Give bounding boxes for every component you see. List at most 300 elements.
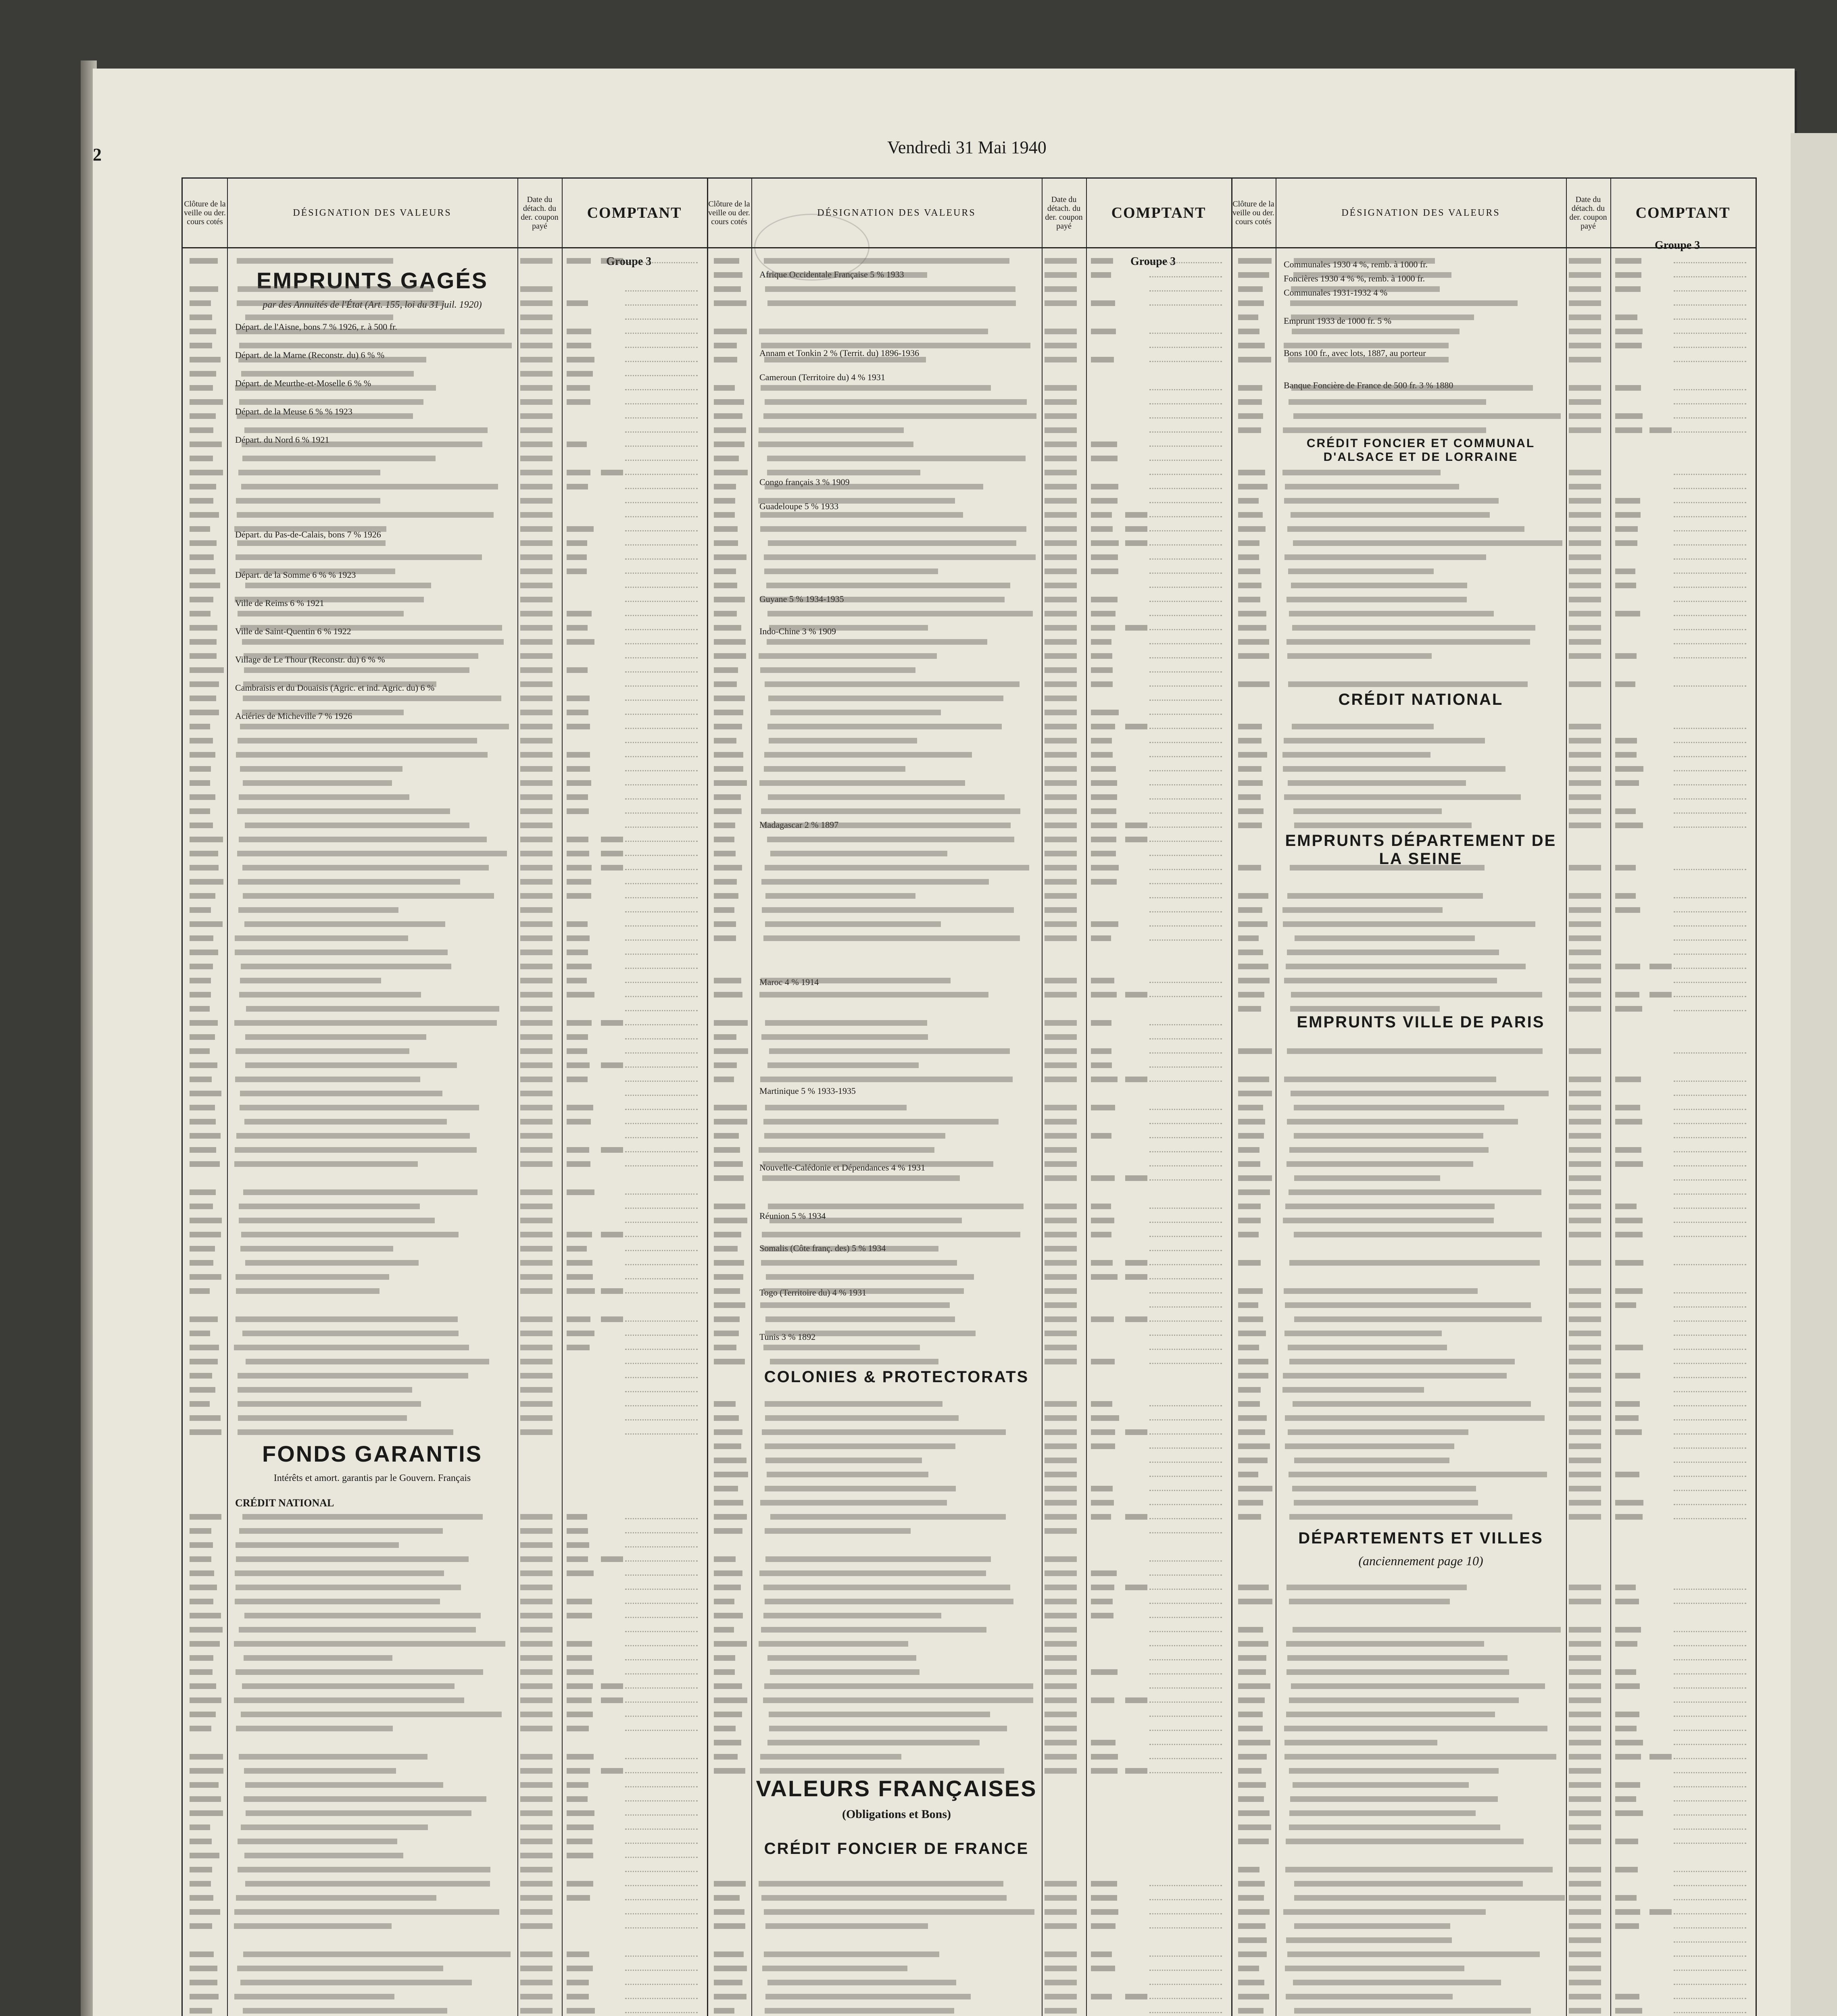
dotted-leader bbox=[1149, 869, 1222, 870]
list-item: Communales 1931-1932 4 % bbox=[1284, 287, 1388, 298]
header-cloture: Clôture de la veille ou der. cours cotés bbox=[183, 179, 228, 247]
cell-designation bbox=[767, 300, 1016, 306]
dotted-leader bbox=[1674, 1941, 1746, 1943]
cell-date bbox=[1045, 1613, 1077, 1618]
cell-comptant bbox=[1615, 1401, 1640, 1407]
cell-designation bbox=[1292, 1486, 1476, 1491]
cell-number bbox=[714, 1486, 738, 1491]
cell-designation bbox=[765, 1599, 1013, 1604]
cell-comptant bbox=[567, 1570, 594, 1576]
list-item: Somalis (Côte franç. des) 5 % 1934 bbox=[759, 1243, 886, 1253]
cell-date bbox=[1569, 992, 1601, 998]
cell-designation bbox=[759, 1641, 908, 1647]
cell-number bbox=[190, 1768, 223, 1774]
cell-number bbox=[190, 1994, 219, 1999]
cell-designation bbox=[767, 1062, 919, 1068]
cell-designation bbox=[240, 1105, 479, 1110]
dotted-leader bbox=[1674, 1927, 1746, 1929]
cell-designation bbox=[245, 1034, 426, 1040]
cell-designation bbox=[237, 300, 444, 306]
column-header bbox=[183, 179, 707, 248]
cell-comptant bbox=[1091, 921, 1118, 927]
cell-comptant bbox=[1091, 498, 1118, 504]
cell-number bbox=[190, 1923, 212, 1929]
dotted-leader bbox=[1149, 290, 1222, 292]
cell-number bbox=[190, 1839, 212, 1844]
cell-date bbox=[520, 907, 553, 913]
cell-comptant bbox=[567, 1655, 592, 1661]
cell-date bbox=[1045, 681, 1077, 687]
cell-comptant bbox=[567, 1119, 591, 1125]
cell-designation bbox=[238, 1867, 490, 1872]
dotted-leader bbox=[625, 643, 698, 644]
cell-date bbox=[520, 1429, 553, 1435]
cell-designation bbox=[240, 569, 395, 574]
cell-comptant bbox=[1125, 724, 1147, 729]
cell-date bbox=[1569, 794, 1601, 800]
cell-designation bbox=[765, 1458, 922, 1463]
cell-date bbox=[1569, 498, 1601, 504]
cell-date bbox=[520, 526, 553, 532]
cell-number bbox=[1238, 258, 1272, 264]
dotted-leader bbox=[1149, 855, 1222, 856]
dotted-leader bbox=[1674, 1137, 1746, 1138]
cell-date bbox=[1569, 413, 1601, 419]
cell-comptant bbox=[1091, 1585, 1114, 1590]
dotted-leader bbox=[1149, 742, 1222, 743]
cell-date bbox=[1045, 526, 1077, 532]
cell-date bbox=[1045, 1274, 1077, 1280]
cell-number bbox=[714, 1077, 734, 1082]
dotted-leader bbox=[625, 375, 698, 376]
cell-comptant bbox=[567, 1034, 588, 1040]
dotted-leader bbox=[625, 1899, 698, 1900]
cell-number bbox=[714, 1641, 747, 1647]
cell-date bbox=[1045, 1881, 1077, 1887]
cell-date bbox=[1045, 667, 1077, 673]
cell-comptant bbox=[567, 1726, 589, 1731]
header-date-detach: Date du détach. du der. coupon payé bbox=[1042, 179, 1087, 247]
cell-designation bbox=[764, 1951, 939, 1957]
cell-designation bbox=[1282, 907, 1443, 913]
list-item: Départ. du Pas-de-Calais, bons 7 % 1926 bbox=[235, 529, 381, 539]
cell-number bbox=[190, 1401, 210, 1407]
cell-designation bbox=[765, 1316, 955, 1322]
cell-date bbox=[1045, 611, 1077, 616]
cell-designation bbox=[1286, 1839, 1524, 1844]
cell-comptant bbox=[601, 865, 623, 871]
cell-comptant bbox=[1091, 1881, 1117, 1887]
cell-number bbox=[190, 1189, 216, 1195]
dotted-leader bbox=[1674, 1970, 1746, 1971]
cell-comptant bbox=[1615, 1994, 1639, 1999]
cell-date bbox=[1569, 780, 1601, 786]
dotted-leader bbox=[625, 1687, 698, 1689]
cell-designation bbox=[1285, 1204, 1494, 1209]
cell-designation bbox=[762, 1966, 907, 1971]
cell-number bbox=[190, 837, 223, 842]
dotted-leader bbox=[625, 262, 698, 263]
cell-comptant bbox=[1615, 583, 1636, 588]
section-title: CRÉDIT FONCIER ET COMMUNAL D'ALSACE ET DE LORRAINE bbox=[1306, 437, 1535, 464]
dotted-leader bbox=[625, 1250, 698, 1251]
cell-comptant bbox=[1091, 1768, 1118, 1774]
cell-number bbox=[1238, 554, 1259, 560]
cell-designation bbox=[1289, 1472, 1547, 1477]
cell-date bbox=[1569, 1824, 1601, 1830]
cell-comptant bbox=[1615, 1204, 1637, 1209]
cell-date bbox=[520, 1712, 553, 1717]
dotted-leader bbox=[1674, 530, 1746, 531]
cell-comptant bbox=[567, 1683, 593, 1689]
cell-date bbox=[1045, 1048, 1077, 1054]
cell-designation bbox=[242, 710, 404, 715]
cell-number bbox=[1238, 484, 1268, 489]
cell-date bbox=[1045, 1429, 1077, 1435]
cell-date bbox=[1569, 752, 1601, 758]
cell-comptant bbox=[1615, 272, 1641, 278]
section-subtitle: par des Annuités de l'État (Art. 155, loi du 31 juil. 1920) bbox=[263, 300, 482, 310]
dotted-leader bbox=[1674, 1179, 1746, 1181]
cell-comptant bbox=[1615, 1683, 1640, 1689]
cell-comptant bbox=[567, 1839, 592, 1844]
cell-comptant bbox=[1091, 1500, 1114, 1506]
cell-designation bbox=[236, 1542, 399, 1548]
cell-comptant bbox=[567, 2008, 595, 2014]
cell-comptant bbox=[1125, 837, 1147, 842]
dotted-leader bbox=[625, 671, 698, 673]
dotted-leader bbox=[1149, 516, 1222, 517]
cell-designation bbox=[1293, 1627, 1561, 1633]
cell-number bbox=[1238, 357, 1271, 362]
cell-designation bbox=[1283, 1909, 1486, 1915]
cell-number bbox=[1238, 639, 1269, 645]
cell-number bbox=[1238, 1867, 1259, 1872]
cell-date bbox=[1569, 1712, 1601, 1717]
cell-number bbox=[714, 1034, 736, 1040]
cell-date bbox=[1569, 1994, 1601, 1999]
cell-number bbox=[714, 1246, 738, 1252]
cell-comptant bbox=[1091, 357, 1114, 362]
cell-date bbox=[1045, 1458, 1077, 1463]
cell-designation bbox=[765, 1105, 906, 1110]
dotted-leader bbox=[625, 1716, 698, 1717]
cell-comptant bbox=[567, 893, 591, 899]
dotted-leader bbox=[1149, 1335, 1222, 1336]
cell-date bbox=[520, 1556, 553, 1562]
cell-date bbox=[520, 1570, 553, 1576]
cell-number bbox=[190, 1048, 210, 1054]
dotted-leader bbox=[1149, 1589, 1222, 1590]
dotted-leader bbox=[1674, 1814, 1746, 1816]
cell-number bbox=[1238, 569, 1260, 574]
cell-designation bbox=[765, 1556, 990, 1562]
list-item: Départ. du Nord 6 % 1921 bbox=[235, 435, 329, 445]
cell-comptant bbox=[567, 1062, 590, 1068]
cell-number bbox=[1238, 1189, 1270, 1195]
dotted-leader bbox=[1674, 1349, 1746, 1350]
cell-date bbox=[1569, 512, 1601, 518]
cell-number bbox=[1238, 526, 1266, 532]
cell-number bbox=[190, 1867, 212, 1872]
cell-number bbox=[1238, 738, 1262, 744]
cell-number bbox=[190, 1105, 215, 1110]
cell-comptant bbox=[567, 710, 588, 715]
dotted-leader bbox=[1674, 1913, 1746, 1914]
dotted-leader bbox=[1149, 347, 1222, 348]
cell-designation bbox=[767, 611, 1033, 616]
dotted-leader bbox=[625, 1589, 698, 1590]
cell-comptant bbox=[601, 1062, 623, 1068]
cell-designation bbox=[1285, 1443, 1454, 1449]
cell-date bbox=[520, 399, 553, 405]
section-title: EMPRUNTS GAGÉS bbox=[256, 268, 488, 293]
cell-number bbox=[190, 1528, 211, 1534]
cell-designation bbox=[1283, 1373, 1506, 1379]
cell-date bbox=[520, 1246, 553, 1252]
cell-number bbox=[714, 272, 742, 278]
cell-date bbox=[520, 1260, 553, 1266]
dotted-leader bbox=[1149, 1349, 1222, 1350]
cell-comptant bbox=[1091, 1909, 1118, 1915]
dotted-leader bbox=[1674, 1476, 1746, 1477]
cell-number bbox=[190, 611, 211, 616]
dotted-leader bbox=[1149, 841, 1222, 842]
cell-designation bbox=[764, 766, 905, 772]
cell-designation bbox=[243, 2008, 447, 2014]
cell-number bbox=[1238, 470, 1265, 475]
cell-number bbox=[714, 300, 746, 306]
cell-number bbox=[714, 681, 737, 687]
dotted-leader bbox=[625, 1222, 698, 1223]
cell-designation bbox=[234, 1161, 418, 1167]
cell-date bbox=[1569, 540, 1601, 546]
cell-date bbox=[520, 385, 553, 391]
cell-designation bbox=[236, 1288, 379, 1294]
dotted-leader bbox=[1674, 1292, 1746, 1293]
cell-designation bbox=[1287, 893, 1483, 899]
cell-date bbox=[520, 1867, 553, 1872]
dotted-leader bbox=[625, 911, 698, 912]
cell-comptant bbox=[567, 865, 592, 871]
cell-designation bbox=[1294, 2008, 1531, 2014]
cell-comptant bbox=[1091, 329, 1116, 334]
cell-comptant bbox=[1615, 314, 1637, 320]
cell-number bbox=[190, 597, 213, 602]
cell-designation bbox=[1287, 597, 1467, 602]
cell-number bbox=[190, 1161, 220, 1167]
cell-date bbox=[520, 1542, 553, 1548]
cell-number bbox=[1238, 907, 1262, 913]
cell-number bbox=[714, 978, 741, 983]
cell-comptant bbox=[567, 879, 591, 885]
cell-designation bbox=[760, 526, 1027, 532]
dotted-leader bbox=[625, 1871, 698, 1872]
cell-designation bbox=[239, 1204, 420, 1209]
cell-date bbox=[1569, 1260, 1601, 1266]
cell-number bbox=[714, 1514, 747, 1520]
dotted-leader bbox=[1674, 361, 1746, 362]
cell-designation bbox=[759, 1570, 986, 1576]
cell-comptant bbox=[601, 1683, 623, 1689]
dotted-leader bbox=[625, 1758, 698, 1759]
cell-designation bbox=[1294, 1895, 1565, 1901]
cell-comptant bbox=[1615, 1345, 1643, 1350]
cell-designation bbox=[243, 893, 494, 899]
cell-number bbox=[1238, 540, 1259, 546]
cell-number bbox=[1238, 512, 1263, 518]
cell-number bbox=[714, 1627, 734, 1633]
cell-date bbox=[1045, 1528, 1077, 1534]
cell-designation bbox=[1284, 554, 1486, 560]
cell-designation bbox=[238, 1373, 468, 1379]
cell-comptant bbox=[1615, 427, 1642, 433]
cell-date bbox=[1045, 780, 1077, 786]
cell-comptant bbox=[601, 851, 623, 856]
dotted-leader bbox=[1149, 304, 1222, 306]
cell-designation bbox=[759, 329, 988, 334]
dotted-leader bbox=[625, 1349, 698, 1350]
dotted-leader bbox=[1674, 1123, 1746, 1124]
cell-comptant bbox=[1125, 540, 1147, 546]
cell-date bbox=[1045, 1500, 1077, 1506]
dotted-leader bbox=[625, 530, 698, 531]
cell-comptant bbox=[567, 554, 587, 560]
dotted-leader bbox=[1149, 488, 1222, 489]
cell-date bbox=[1569, 1091, 1601, 1096]
cell-comptant bbox=[1615, 1641, 1637, 1647]
cell-number bbox=[190, 1316, 218, 1322]
dotted-leader bbox=[1149, 827, 1222, 828]
cell-designation bbox=[765, 865, 1029, 871]
cell-designation bbox=[1284, 498, 1499, 504]
cell-number bbox=[714, 1401, 736, 1407]
cell-comptant bbox=[1091, 752, 1113, 758]
dotted-leader bbox=[1149, 982, 1222, 983]
cell-date bbox=[1569, 1077, 1601, 1082]
cell-date bbox=[1569, 597, 1601, 602]
cell-designation bbox=[235, 1077, 420, 1082]
cell-designation bbox=[236, 1133, 470, 1139]
dotted-leader bbox=[1674, 1744, 1746, 1745]
header-cloture: Clôture de la veille ou der. cours cotés bbox=[1231, 179, 1276, 247]
cell-date bbox=[520, 921, 553, 927]
cell-comptant bbox=[1091, 1204, 1111, 1209]
cell-number bbox=[190, 893, 215, 899]
cell-designation bbox=[759, 1147, 934, 1153]
cell-date bbox=[1045, 512, 1077, 518]
cell-date bbox=[1045, 837, 1077, 842]
cell-number bbox=[714, 921, 736, 927]
cell-number bbox=[714, 667, 738, 673]
cell-designation bbox=[760, 597, 1005, 602]
cell-comptant bbox=[1615, 1839, 1638, 1844]
cell-comptant bbox=[1615, 1260, 1643, 1266]
dotted-leader bbox=[1674, 996, 1746, 997]
cell-date bbox=[1569, 1331, 1601, 1336]
cell-designation bbox=[236, 1726, 393, 1731]
cell-number bbox=[1238, 1824, 1271, 1830]
cell-comptant bbox=[1091, 1443, 1115, 1449]
cell-number bbox=[714, 1754, 738, 1760]
cell-number bbox=[190, 1683, 216, 1689]
cell-date bbox=[520, 540, 553, 546]
cell-number bbox=[1238, 583, 1262, 588]
cell-designation bbox=[241, 1232, 459, 1237]
cell-designation bbox=[244, 921, 445, 927]
cell-designation bbox=[759, 992, 988, 998]
cell-number bbox=[190, 258, 218, 264]
cell-number bbox=[714, 808, 742, 814]
cell-designation bbox=[1284, 343, 1449, 348]
section-title: COLONIES & PROTECTORATS bbox=[764, 1368, 1029, 1386]
cell-designation bbox=[1282, 752, 1430, 758]
dotted-leader bbox=[625, 615, 698, 616]
cell-number bbox=[714, 1740, 741, 1745]
cell-designation bbox=[1294, 1923, 1450, 1929]
cell-number bbox=[714, 935, 736, 941]
cell-designation bbox=[1289, 1810, 1476, 1816]
cell-designation bbox=[1294, 258, 1435, 264]
cell-date bbox=[1045, 1246, 1077, 1252]
cell-designation bbox=[765, 1401, 942, 1407]
cell-comptant bbox=[1091, 569, 1118, 574]
cell-comptant bbox=[567, 300, 588, 306]
dotted-leader bbox=[1149, 996, 1222, 997]
cell-designation bbox=[241, 1712, 502, 1717]
cell-comptant bbox=[1615, 526, 1638, 532]
cell-date bbox=[1569, 484, 1601, 489]
cell-comptant bbox=[1091, 1232, 1111, 1237]
dotted-leader bbox=[1674, 1391, 1746, 1392]
cell-comptant bbox=[1615, 893, 1636, 899]
cell-date bbox=[1569, 1768, 1601, 1774]
dotted-leader bbox=[1149, 629, 1222, 630]
cell-date bbox=[1569, 1316, 1601, 1322]
cell-number bbox=[1238, 1796, 1264, 1802]
cell-date bbox=[1569, 724, 1601, 729]
cell-designation bbox=[243, 681, 436, 687]
cell-date bbox=[520, 300, 553, 306]
dotted-leader bbox=[1149, 1038, 1222, 1039]
cell-designation bbox=[246, 1006, 499, 1012]
cell-comptant bbox=[1091, 837, 1116, 842]
cell-number bbox=[190, 808, 210, 814]
cell-comptant bbox=[1091, 879, 1117, 885]
cell-number bbox=[190, 794, 215, 800]
cell-number bbox=[190, 1415, 221, 1421]
cell-date bbox=[520, 1796, 553, 1802]
cell-comptant bbox=[1615, 1867, 1638, 1872]
cell-number bbox=[1238, 1331, 1266, 1336]
cell-date bbox=[1045, 1316, 1077, 1322]
cell-number bbox=[714, 1472, 748, 1477]
cell-designation bbox=[1294, 823, 1471, 828]
cell-designation bbox=[240, 978, 381, 983]
dotted-leader bbox=[1674, 304, 1746, 306]
cell-designation bbox=[245, 823, 469, 828]
cell-number bbox=[1238, 1260, 1261, 1266]
cell-comptant bbox=[1615, 1712, 1639, 1717]
cell-designation bbox=[1285, 1966, 1464, 1971]
cell-comptant bbox=[1091, 1669, 1118, 1675]
cell-date bbox=[1569, 1895, 1601, 1901]
cell-comptant bbox=[567, 1966, 593, 1971]
cell-comptant bbox=[1091, 1951, 1112, 1957]
cell-comptant bbox=[567, 1260, 592, 1266]
cell-designation bbox=[245, 1782, 444, 1788]
cell-number bbox=[1238, 498, 1259, 504]
